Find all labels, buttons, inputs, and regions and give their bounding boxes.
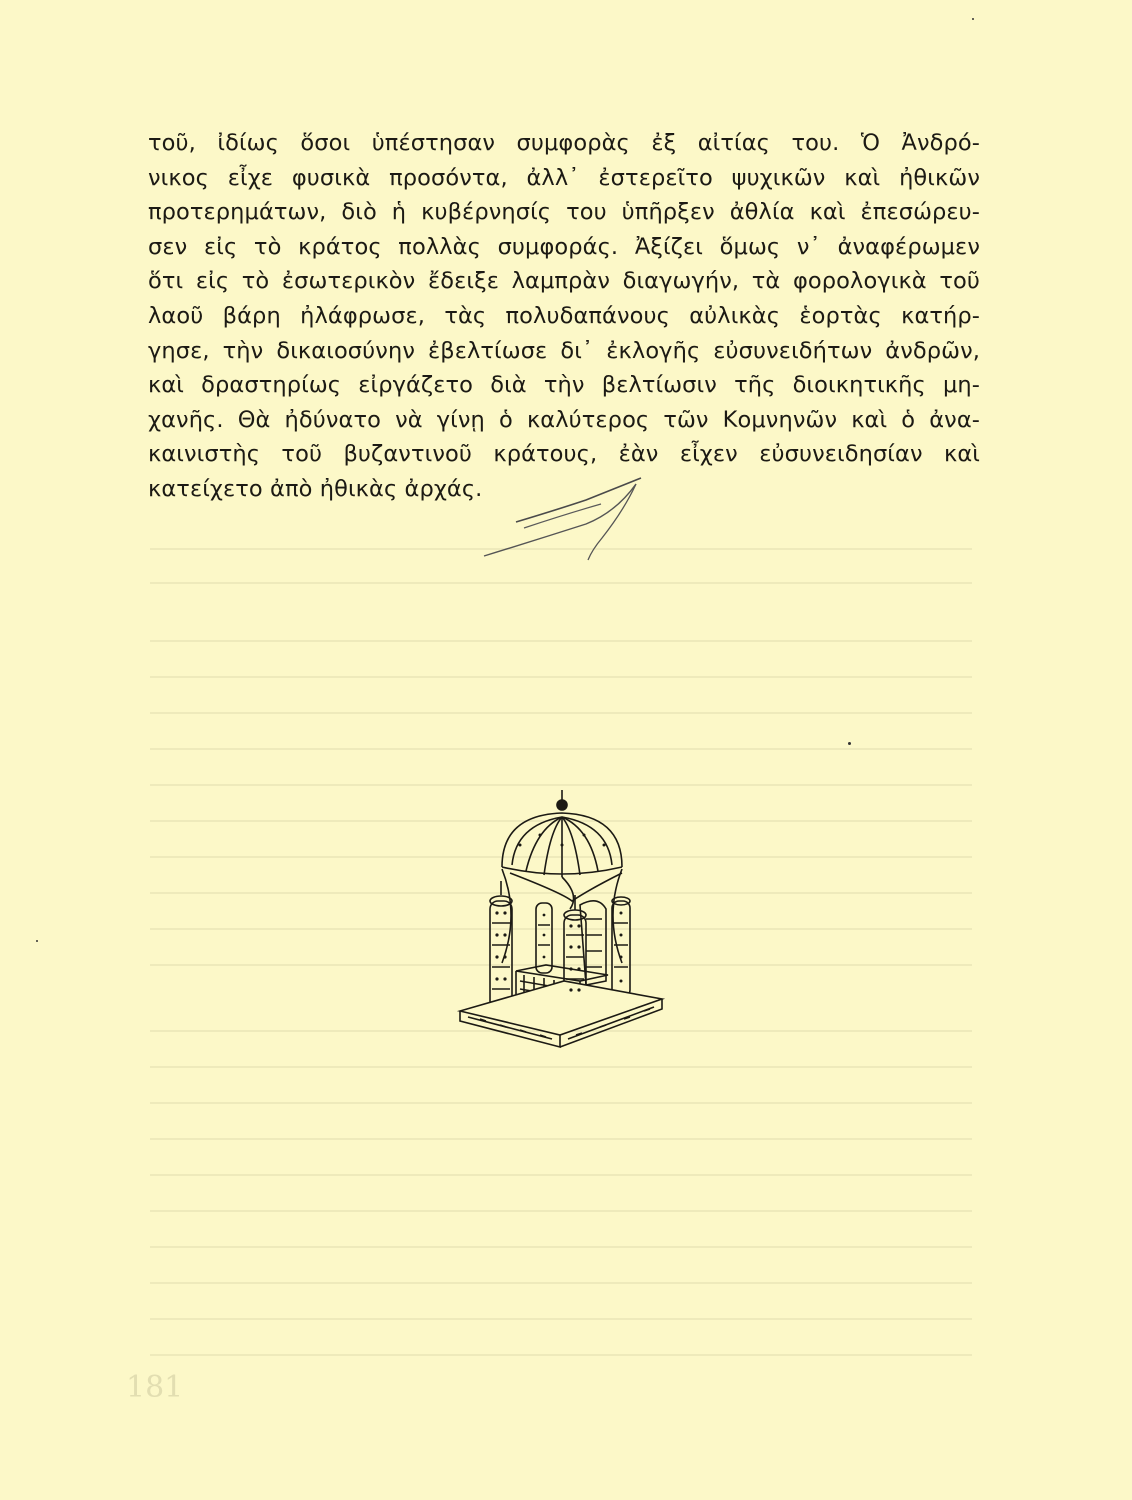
- speck: [972, 18, 974, 20]
- paragraph-line: τοῦ, ἰδίως ὅσοι ὑπέστησαν συμφορὰς ἐξ αἰτίας του. Ὁ Ἀνδρό-: [148, 130, 980, 156]
- paragraph-line: λαοῦ βάρη ἠλάφρωσε, τὰς πολυδαπάνους αὐλικὰς ἑορτὰς κατήρ-: [148, 302, 980, 329]
- bleed-through-line: [150, 1102, 972, 1104]
- paragraph-line: προτερημάτων, διὸ ἡ κυβέρνησίς του ὑπῆρξεν ἀθλία καὶ ἐπεσώρευ-: [148, 199, 980, 226]
- bleed-through-line: [150, 1354, 972, 1356]
- speck: [848, 742, 851, 745]
- bleed-through-line: [150, 712, 972, 714]
- bleed-through-line: [150, 1318, 972, 1320]
- paragraph-line: ὅτι εἰς τὸ ἐσωτερικὸν ἔδειξε λαμπρὰν διαγωγήν, τὰ φορολογικὰ τοῦ: [148, 268, 980, 295]
- paragraph-line: γησε, τὴν δικαιοσύνην ἐβελτίωσε δι᾽ ἐκλογῆς εὐσυνειδήτων ἀνδρῶν,: [148, 337, 980, 364]
- bleed-through-line: [150, 640, 972, 642]
- bleed-through-line: [150, 1246, 972, 1248]
- bleed-through-line: [150, 1210, 972, 1212]
- bleed-through-line: [150, 676, 972, 678]
- paragraph-line: κατείχετο ἀπὸ ἠθικὰς ἀρχάς.: [148, 475, 483, 502]
- paragraph-line: καὶ δραστηρίως εἰργάζετο διὰ τὴν βελτίωσιν τῆς διοικητικῆς μη-: [148, 372, 980, 399]
- bleed-through-page-number: 181: [126, 1370, 184, 1405]
- bleed-through-line: [150, 748, 972, 750]
- paragraph-line: νικος εἶχε φυσικὰ προσόντα, ἀλλ᾽ ἐστερεῖτο ψυχικῶν καὶ ἠθικῶν: [148, 164, 980, 191]
- speck: [36, 940, 38, 942]
- bleed-through-line: [150, 1174, 972, 1176]
- paragraph-line: καινιστὴς τοῦ βυζαντινοῦ κράτους, ἐὰν εἶχεν εὐσυνειδησίαν καὶ: [148, 441, 980, 468]
- paragraph-line: χανῆς. Θὰ ἠδύνατο νὰ γίνῃ ὁ καλύτερος τῶν Κομνηνῶν καὶ ὁ ἀνα-: [148, 406, 980, 433]
- bleed-through-line: [150, 1138, 972, 1140]
- body-paragraph: [148, 126, 980, 507]
- paragraph-line: σεν εἰς τὸ κράτος πολλὰς συμφοράς. Ἀξίζει ὅμως ν᾽ ἀναφέρωμεν: [148, 233, 980, 260]
- bleed-through-line: [150, 582, 972, 584]
- canopy-throne-illustration-icon: [440, 785, 680, 1050]
- bleed-through-line: [150, 1066, 972, 1068]
- pencil-checkmark-icon: [476, 470, 656, 570]
- bleed-through-line: [150, 1282, 972, 1284]
